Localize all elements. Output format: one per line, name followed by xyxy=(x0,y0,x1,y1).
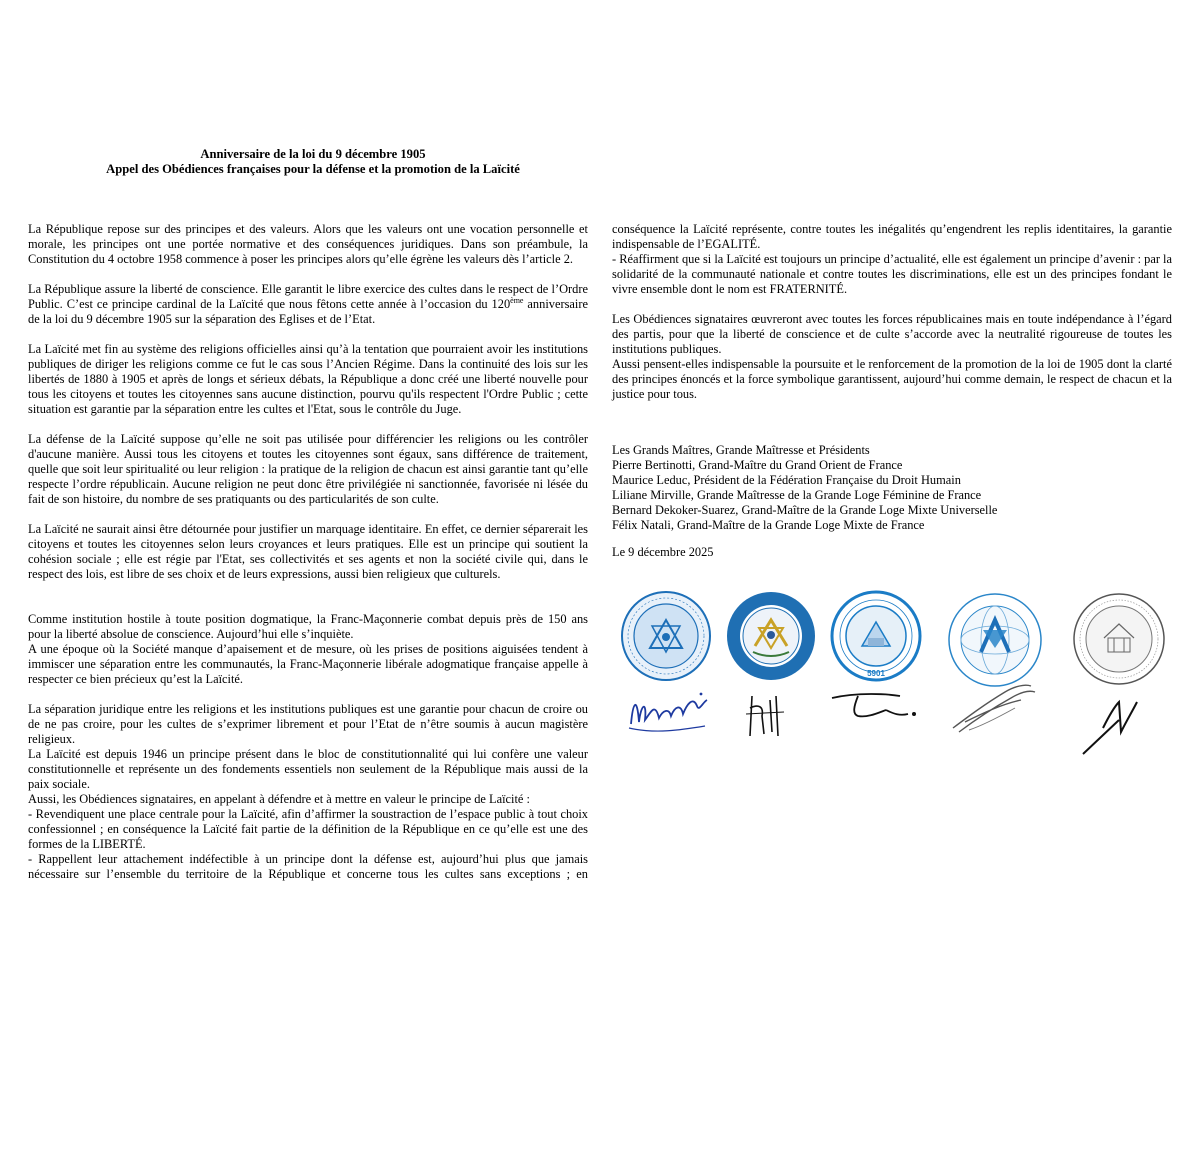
signature-dekoker-suarez xyxy=(945,678,1045,738)
grande-loge-mixte-universelle-seal xyxy=(945,590,1045,690)
superscript: ème xyxy=(510,295,524,305)
signature-leduc xyxy=(740,686,790,742)
paragraph: Comme institution hostile à toute position dogmatique, la Franc-Maçonnerie combat depuis près de 150 ans pour la liberté absolue de conscience. Aujourd’hui elle s’inquiète. xyxy=(28,612,588,641)
title-line-2: Appel des Obédiences françaises pour la défense et la promotion de la Laïcité xyxy=(106,162,520,176)
signatory-name: Pierre Bertinotti, Grand-Maître du Grand Orient de France xyxy=(612,458,903,472)
paragraph: Aussi, les Obédiences signataires, en appelant à défendre et à mettre en valeur le principe de Laïcité : xyxy=(28,792,530,806)
paragraph: - Réaffirment que si la Laïcité est toujours un principe d’actualité, elle est également un principe d’avenir : par la solidarité de la communauté nationale et contre toutes les discriminations, elle est un des principes fondant le vivre ensemble dont le nom est FRATERNITÉ. xyxy=(612,252,1172,296)
paragraph: - Rappellent leur attachement indéfectible à un principe dont la défense est, aujourd’hui plus que jamais nécessaire sur l’ensemble du territoire de la République et concerne tous les cultes sans exceptions ; en xyxy=(28,852,588,881)
signatory-name: Liliane Mirville, Grande Maîtresse de la Grande Loge Féminine de France xyxy=(612,488,982,502)
paragraph: Aussi pensent-elles indispensable la poursuite et le renforcement de la promotion de la loi de 1905 dont la clarté des principes énoncés et la force symbolique garantissent, aujourd’hui comme demain, le respect de chacun et la justice pour tous. xyxy=(612,357,1172,401)
signature-bertinotti xyxy=(625,682,715,742)
droit-humain-seal xyxy=(725,590,817,682)
paragraph: La défense de la Laïcité suppose qu’elle ne soit pas utilisée pour différencier les religions ou les contrôler d'aucune manière. Aussi tous les citoyens et toutes les citoyennes sont égaux, sans différence de traitement, quelle que soit leur spiritualité ou leur religion : la pratique de la religion de chacun est ainsi garantie tant qu’elle respecte l’ordre républicain. Aucune religion ne peut donc être privilégiée ni sanctionnée, favorisée ni lésée du fait de son histoire, du nombre de ses pratiquants ou des particularités de son culte. xyxy=(28,432,588,506)
grand-orient-seal xyxy=(620,590,712,682)
paragraph: La Laïcité ne saurait ainsi être détournée pour justifier un marquage identitaire. En effet, ce dernier séparerait les citoyens et toutes les citoyennes selon leurs croyances et leurs pratiques. Elle est un principe qui soutient la cohésion sociale ; elle est régie par l'Etat, ses collectivités et ses agents et non la société civile qui, dans le respect des lois, est libre de ses choix et de leurs expressions, aussi bien religieux que culturels. xyxy=(28,522,588,581)
paragraph: La Laïcité est depuis 1946 un principe présent dans le bloc de constitutionnalité qui lui confère une valeur constitutionnelle et représente un des fondements essentiels non seulement de la République mais aussi de la paix sociale. xyxy=(28,747,588,791)
paragraph: A une époque où la Société manque d’apaisement et de mesure, où les prises de positions aiguisées tendent à immiscer une séparation entre les communautés, la Franc-Maçonnerie libérale adogmatique française appelle à respecter ce bien précieux qu’est la Laïcité. xyxy=(28,642,588,686)
left-column xyxy=(28,222,588,882)
paragraph: conséquence la Laïcité représente, contre toutes les inégalités qu’engendrent les replis identitaires, la garantie indispensable de l’EGALITÉ. xyxy=(612,222,1172,251)
signature-mirville xyxy=(828,688,928,728)
signatory-name: Félix Natali, Grand-Maître de la Grande Loge Mixte de France xyxy=(612,518,925,532)
paragraph: La séparation juridique entre les religions et les institutions publiques est une garantie pour chacun de croire ou de ne pas croire, pour les cultes de s’exprimer librement et pour l’Etat de n’être soumis à aucun magistère religieux. xyxy=(28,702,588,746)
document-title xyxy=(28,147,598,177)
signatory-name: Maurice Leduc, Président de la Fédération Française du Droit Humain xyxy=(612,473,961,487)
paragraph-text: anniversaire de la loi du 9 décembre 1905 sur la séparation des Eglises et de l’Etat. xyxy=(28,297,588,326)
paragraph: - Revendiquent une place centrale pour la Laïcité, afin d’affirmer la soustraction de l’espace public à tout choix confessionnel ; en conséquence la Laïcité fait partie de la définition de la République en ce qu’elle est une des formes de la LIBERTÉ. xyxy=(28,807,588,851)
grande-loge-feminine-seal xyxy=(830,590,922,682)
right-column xyxy=(612,222,1172,402)
document-date: Le 9 décembre 2025 xyxy=(612,545,714,559)
title-line-1: Anniversaire de la loi du 9 décembre 1905 xyxy=(200,147,426,161)
signature-natali xyxy=(1075,692,1155,758)
paragraph: La République repose sur des principes et des valeurs. Alors que les valeurs ont une vocation personnelle et morale, les principes ont une portée normative et des conséquences juridiques. Dans son préambule, la Constitution du 4 octobre 1958 commence à poser les principes alors qu’elle égrène les valeurs dès l’article 2. xyxy=(28,222,588,266)
paragraph: Les Obédiences signataires œuvreront avec toutes les forces républicaines mais en toute indépendance à l’égard des partis, pour que la liberté de conscience et de culte s’accorde avec la neutralité rigoureuse de toutes les institutions publiques. xyxy=(612,312,1172,356)
paragraph-text: La République assure la liberté de conscience. Elle garantit le libre exercice des cultes dans le respect de l’Ordre Public. C’est ce principe cardinal de la Laïcité que nous fêtons cette année à l’occasion du 120 xyxy=(28,282,588,311)
signatory-name: Bernard Dekoker-Suarez, Grand-Maître de la Grande Loge Mixte Universelle xyxy=(612,503,998,517)
signatories-heading: Les Grands Maîtres, Grande Maîtresse et Présidents xyxy=(612,443,870,457)
signatories-list xyxy=(612,443,1172,533)
paragraph: La Laïcité met fin au système des religions officielles ainsi qu’à la tentation que pourraient avoir les institutions publiques de diriger les religions comme ce fut le cas sous l’Ancien Régime. Dans la continuité des lois sur les libertés de 1880 à 1905 et après de longs et sérieux débats, la République a donc créé une liberté nouvelle pour tous les citoyens et toutes les citoyennes sans aucune distinction, pourvu qu'ils respectent l'Ordre Public ; cette situation est garantie par la séparation entre les cultes et l'Etat, sous le contrôle du Juge. xyxy=(28,342,588,416)
svg-text:5901: 5901 xyxy=(867,669,885,678)
grande-loge-mixte-de-france-seal xyxy=(1070,590,1168,688)
paragraph xyxy=(28,282,588,327)
